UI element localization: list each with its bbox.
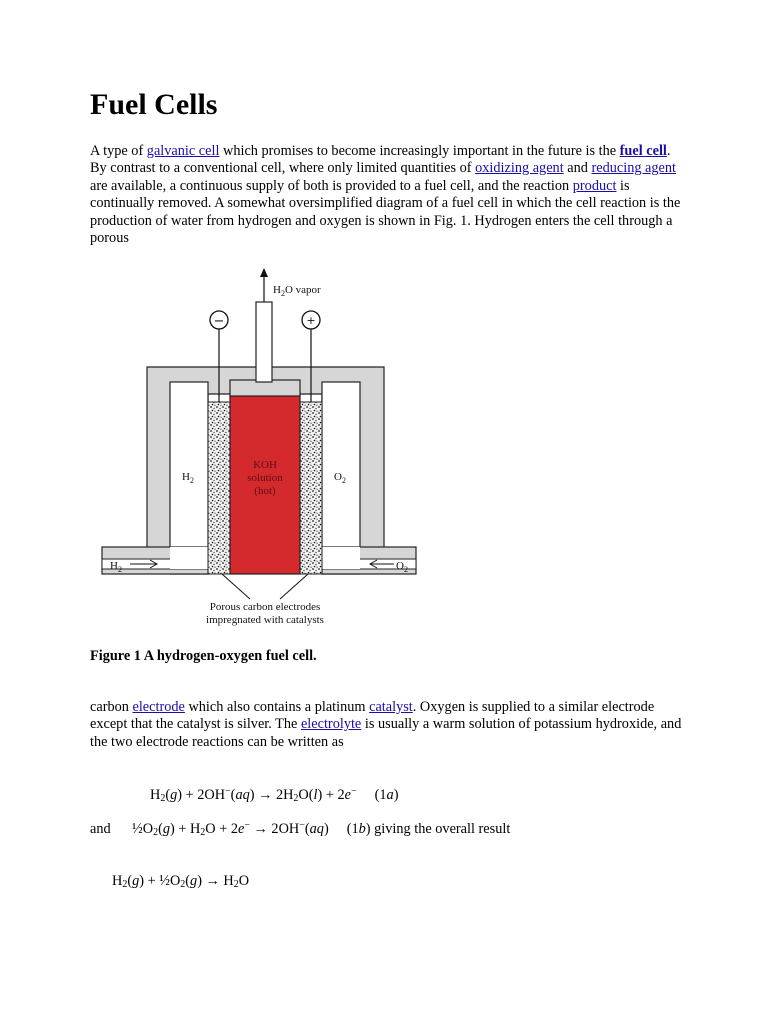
h2-inlet-label: $H_2$: [110, 560, 122, 574]
text: is usually a warm solution of potassium hydroxide, and the two electrode reactions can be written as: [90, 716, 682, 750]
link-electrode[interactable]: electrode: [132, 699, 185, 715]
text: is continually removed. A somewhat oversimplified diagram of a fuel cell in which the cell reaction is the production of water from hydrogen and oxygen is shown in Fig. 1. Hydrogen enters the cell through a porous: [90, 177, 681, 247]
equation-1b: and $\frac{1}{2}O_2(g) + H_2O + 2e^- \to 2OH^-(aq)$ (1b) giving the overall result: [90, 820, 511, 838]
link-fuel-cell[interactable]: fuel cell: [619, 143, 667, 159]
electrodes-label-2: impregnated with catalysts: [206, 614, 324, 626]
second-paragraph: [90, 699, 685, 751]
link-galvanic-cell[interactable]: galvanic cell: [146, 143, 220, 159]
cathode-electrode: [300, 402, 322, 574]
anode-electrode: [208, 402, 230, 574]
koh-label-2: solution: [247, 472, 283, 484]
link-catalyst[interactable]: catalyst: [369, 699, 413, 715]
vapor-outlet-tube: [256, 302, 272, 382]
text: A type of: [90, 143, 147, 159]
koh-label-1: KOH: [253, 459, 277, 471]
o2-inlet-label: $O_2$: [396, 560, 408, 574]
minus-sign: −: [213, 314, 225, 329]
figure-caption: Figure 1 A hydrogen-oxygen fuel cell.: [90, 648, 317, 664]
link-product[interactable]: product: [572, 177, 617, 194]
overall-equation: $H_2(g)$ + $\frac{1}{2}O_2(g) \to H_2O$: [112, 873, 250, 890]
link-electrolyte[interactable]: electrolyte: [300, 716, 362, 733]
koh-electrolyte: [230, 394, 300, 574]
text: which promises to become increasingly important in the future is the: [219, 143, 620, 159]
text: and: [563, 160, 592, 177]
koh-label-3: (hot): [254, 485, 276, 497]
fuel-cell-diagram: [90, 262, 426, 632]
text: . Oxygen is supplied to a similar electrode except that the catalyst is silver. The: [90, 699, 655, 733]
electrodes-label-1: Porous carbon electrodes: [209, 601, 321, 613]
text: are available, a continuous supply of both is provided to a fuel cell, and the reaction: [90, 177, 573, 194]
link-reducing-agent[interactable]: reducing agent: [591, 160, 677, 177]
link-oxidizing-agent[interactable]: oxidizing agent: [475, 160, 564, 177]
text: carbon: [90, 699, 133, 715]
vapor-label: $H_2O$ vapor: [273, 284, 321, 298]
equation-1a: $H_2(g) + 2OH^-(aq) \to 2H_2O(l) + 2e^-$ (1a): [150, 786, 399, 804]
page-title: Fuel Cells: [90, 88, 218, 121]
o2-chamber-label: $O_2$: [334, 471, 346, 485]
intro-paragraph: [90, 143, 685, 247]
text: . By contrast to a conventional cell, where only limited quantities of: [90, 143, 671, 177]
h2-chamber-label: $H_2$: [182, 471, 194, 485]
text: which also contains a platinum: [184, 699, 370, 715]
plus-sign: +: [306, 314, 316, 327]
